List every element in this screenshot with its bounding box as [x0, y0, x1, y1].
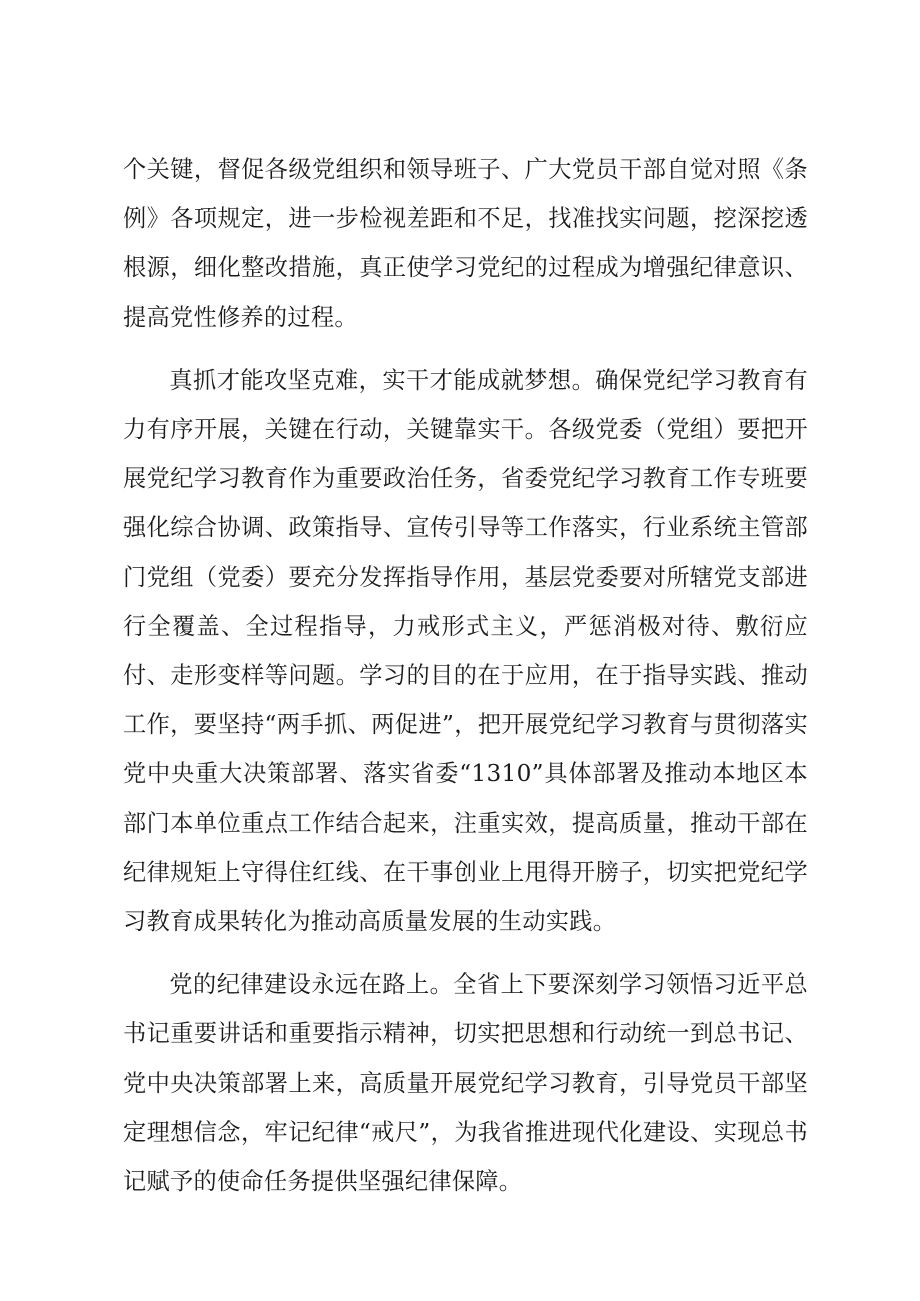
paragraph-1: 个关键，督促各级党组织和领导班子、广大党员干部自觉对照《条例》各项规定，进一步检视差距和不足，找准找实问题，挖深挖透根源，细化整改措施，真正使学习党纪的过程成为增强纪律意识、提高党性修养的过程。: [123, 156, 808, 331]
paragraph-3: 党的纪律建设永远在路上。全省上下要深刻学习领悟习近平总书记重要讲话和重要指示精神，切实把思想和行动统一到总书记、党中央决策部署上来，高质量开展党纪学习教育，引导党员干部坚定理想信念，牢记纪律“戒尺”，为我省推进现代化建设、实现总书记赋予的使命任务提供坚强纪律保障。: [123, 971, 808, 1196]
document-body: [123, 145, 808, 1220]
paragraph-2: 真抓才能攻坚克难，实干才能成就梦想。确保党纪学习教育有力有序开展，关键在行动，关键靠实干。各级党委（党组）要把开展党纪学习教育作为重要政治任务，省委党纪学习教育工作专班要强化综合协调、政策指导、宣传引导等工作落实，行业系统主管部门党组（党委）要充分发挥指导作用，基层党委要对所辖党支部进行全覆盖、全过程指导，力戒形式主义，严惩消极对待、敷衍应付、走形变样等问题。学习的目的在于应用，在于指导实践、推动工作，要坚持“两手抓、两促进”，把开展党纪学习教育与贯彻落实党中央重大决策部署、落实省委“1310”具体部署及推动本地区本部门本单位重点工作结合起来，注重实效，提高质量，推动干部在纪律规矩上守得住红线、在干事创业上甩得开膀子，切实把党纪学习教育成果转化为推动高质量发展的生动实践。: [123, 366, 808, 936]
